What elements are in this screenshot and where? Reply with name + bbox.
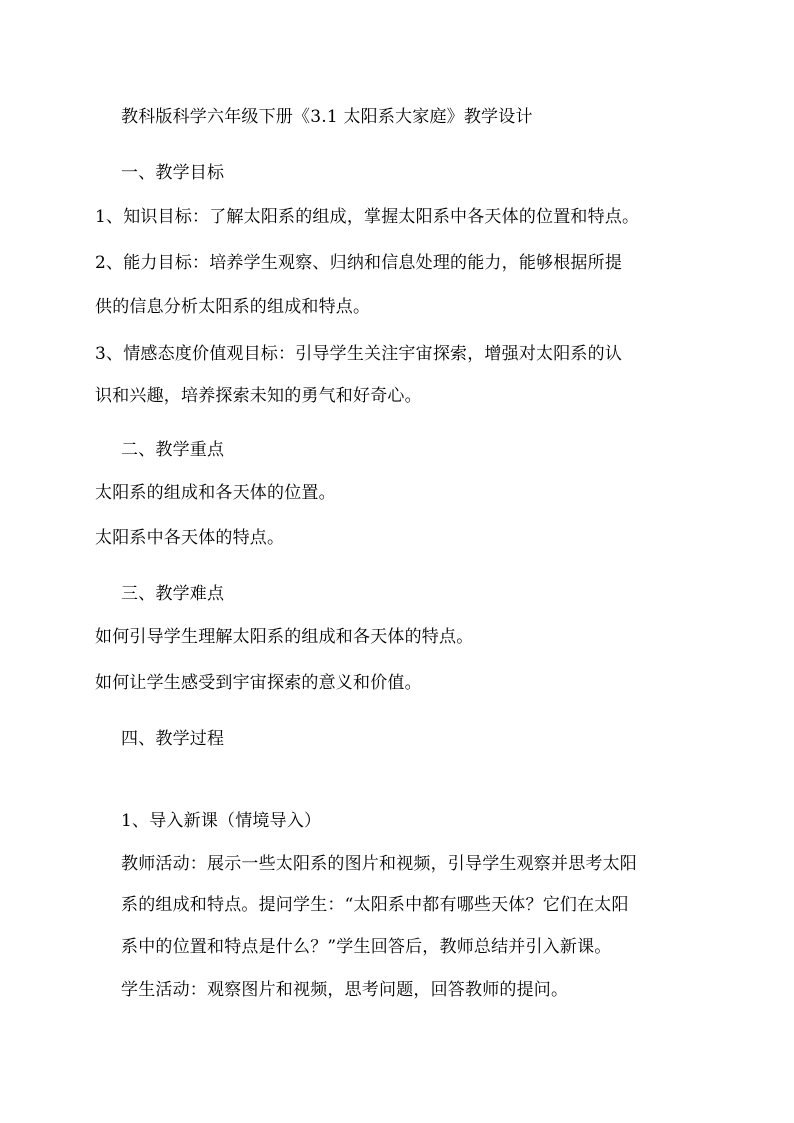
teacher-activity-line3: 系中的位置和特点是什么？”学生回答后，教师总结并引入新课。 bbox=[121, 937, 612, 957]
difficulty-2: 如何让学生感受到宇宙探索的意义和价值。 bbox=[95, 673, 422, 693]
document-title: 教科版科学六年级下册《3.1 太阳系大家庭》教学设计 bbox=[121, 107, 533, 127]
key-point-1: 太阳系的组成和各天体的位置。 bbox=[95, 483, 336, 503]
process-step-1-heading: 1、导入新课（情境导入） bbox=[121, 811, 322, 831]
objective-ability-line1: 2、能力目标：培养学生观察、归纳和信息处理的能力，能够根据所提 bbox=[95, 253, 623, 273]
teacher-activity-line1: 教师活动：展示一些太阳系的图片和视频，引导学生观察并思考太阳 bbox=[121, 854, 637, 874]
section-heading-process: 四、教学过程 bbox=[121, 729, 225, 749]
section-heading-key-points: 二、教学重点 bbox=[121, 440, 225, 460]
student-activity-line1: 学生活动：观察图片和视频，思考问题，回答教师的提问。 bbox=[121, 980, 569, 1000]
objective-knowledge: 1、知识目标：了解太阳系的组成，掌握太阳系中各天体的位置和特点。 bbox=[95, 207, 640, 227]
key-point-2: 太阳系中各天体的特点。 bbox=[95, 528, 285, 548]
section-heading-difficulties: 三、教学难点 bbox=[121, 584, 225, 604]
section-heading-objectives: 一、教学目标 bbox=[121, 163, 225, 183]
difficulty-1: 如何引导学生理解太阳系的组成和各天体的特点。 bbox=[95, 627, 474, 647]
teacher-activity-line2: 系的组成和特点。提问学生：“太阳系中都有哪些天体？它们在太阳 bbox=[121, 895, 629, 915]
objective-ability-line2: 供的信息分析太阳系的组成和特点。 bbox=[95, 297, 371, 317]
objective-attitude-line2: 识和兴趣，培养探索未知的勇气和好奇心。 bbox=[95, 386, 422, 406]
objective-attitude-line1: 3、情感态度价值观目标：引导学生关注宇宙探索，增强对太阳系的认 bbox=[95, 344, 623, 364]
